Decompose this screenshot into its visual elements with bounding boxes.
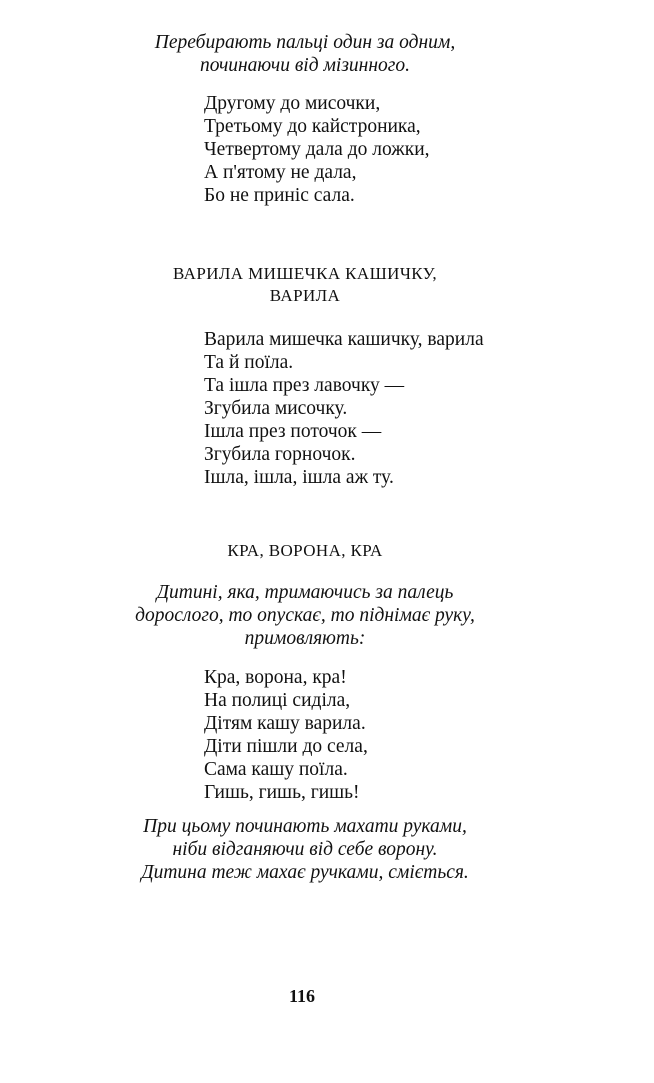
verse-line: Ішла през поточок —: [204, 421, 382, 442]
intro-note-line: починаючи від мізинного.: [199, 55, 411, 76]
verse-line: Та й поїла.: [204, 352, 294, 373]
note-line: Дитині, яка, тримаючись за палець: [156, 582, 454, 603]
page-number: 116: [289, 986, 316, 1006]
verse-line: Кра, ворона, кра!: [204, 667, 347, 688]
verse-line: Четвертому дала до ложки,: [204, 139, 430, 160]
section-title-kra-vorona: [180, 540, 430, 562]
verse-line: Бо не приніс сала.: [204, 185, 355, 206]
note-line: примовляють:: [244, 628, 366, 649]
note-line: ніби відганяючи від себе ворону.: [172, 839, 438, 860]
note-line: При цьому починають махати руками,: [143, 816, 467, 837]
section2-verse: [204, 666, 368, 804]
intro-note: [100, 31, 510, 77]
section1-verse: [204, 328, 484, 489]
note-line: дорослого, то опускає, то піднімає руку,: [135, 605, 475, 626]
section-title-varyla-myshechka: [140, 263, 470, 307]
section2-closing-note: [100, 815, 510, 884]
intro-verse: [204, 92, 430, 207]
verse-line: Ішла, ішла, ішла аж ту.: [204, 467, 394, 488]
section-title-line: ВАРИЛА МИШЕЧКА КАШИЧКУ,: [173, 264, 437, 283]
verse-line: Варила мишечка кашичку, варила: [204, 329, 484, 350]
verse-line: Другому до мисочки,: [204, 93, 381, 114]
verse-line: Гишь, гишь, гишь!: [204, 782, 360, 803]
verse-line: Третьому до кайстроника,: [204, 116, 421, 137]
verse-line: Згубила горночок.: [204, 444, 356, 465]
section2-note: [90, 581, 520, 650]
verse-line: На полиці сиділа,: [204, 690, 351, 711]
verse-line: Згубила мисочку.: [204, 398, 348, 419]
section-title-line: ВАРИЛА: [269, 286, 341, 305]
verse-line: Дітям кашу варила.: [204, 713, 366, 734]
verse-line: Сама кашу поїла.: [204, 759, 348, 780]
verse-line: А п'ятому не дала,: [204, 162, 357, 183]
section-title-line: КРА, ВОРОНА, КРА: [227, 541, 383, 560]
verse-line: Та ішла през лавочку —: [204, 375, 405, 396]
intro-note-line: Перебирають пальці один за одним,: [154, 32, 456, 53]
verse-line: Діти пішли до села,: [204, 736, 368, 757]
note-line: Дитина теж махає ручками, сміється.: [141, 862, 469, 883]
